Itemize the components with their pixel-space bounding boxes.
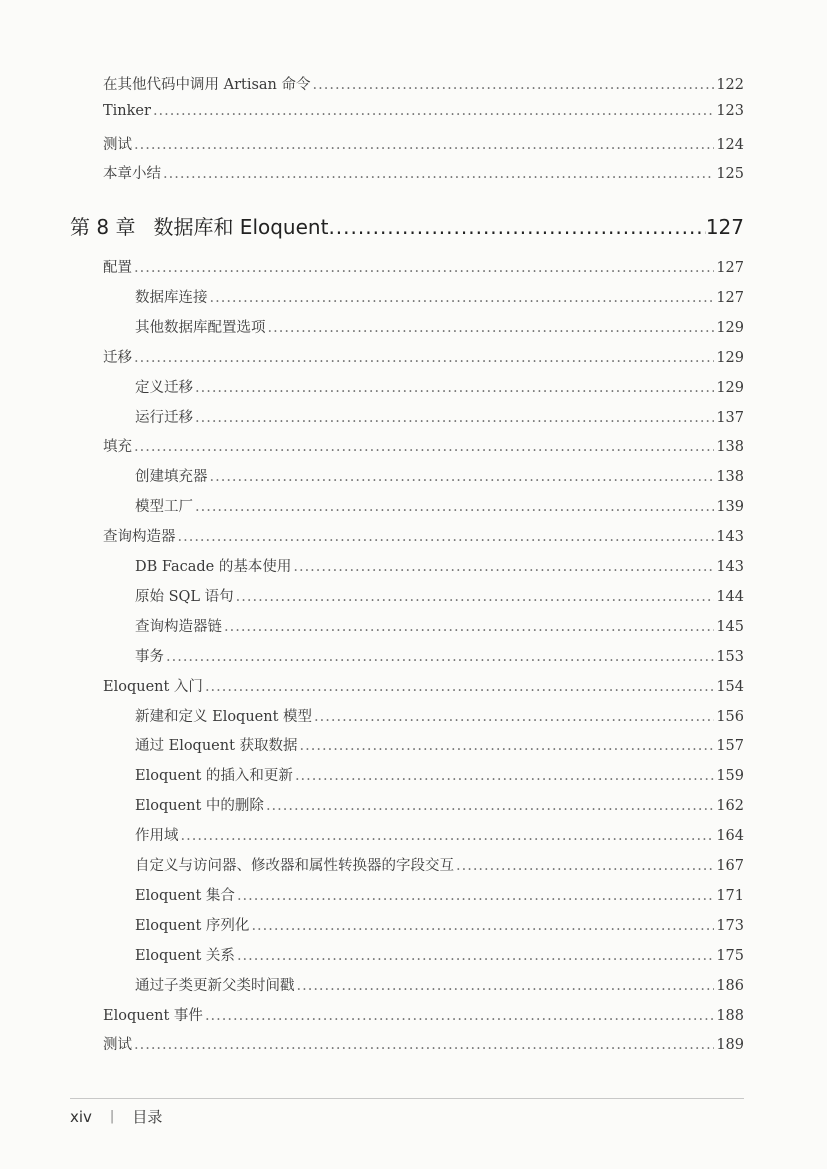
dot-leader	[210, 290, 715, 306]
dot-leader	[266, 798, 714, 814]
toc-entry-label: 原始 SQL 语句	[135, 588, 234, 605]
toc-entry-label: Tinker	[103, 102, 151, 119]
page-footer	[70, 1106, 162, 1127]
toc-entry[interactable]	[103, 435, 744, 457]
toc-entry[interactable]	[103, 1033, 744, 1055]
toc-entry-page: 157	[716, 738, 744, 755]
toc-entry-page: 154	[716, 678, 744, 695]
toc-entry-label: Eloquent 事件	[103, 1007, 203, 1024]
toc-entry-page: 129	[716, 349, 744, 366]
dot-leader	[205, 679, 714, 695]
dot-leader	[295, 768, 714, 784]
dot-leader	[224, 619, 714, 635]
dot-leader	[293, 559, 714, 575]
toc-entry[interactable]	[135, 316, 744, 338]
toc-entry-page: 143	[716, 529, 744, 546]
toc-entry[interactable]	[135, 645, 744, 667]
dot-leader	[297, 978, 715, 994]
toc-entry-label: 在其他代码中调用 Artisan 命令	[103, 77, 311, 93]
toc-entry-page: 123	[716, 102, 744, 119]
toc-entry-page: 156	[716, 708, 744, 725]
dot-leader	[163, 166, 714, 182]
toc-entry-label: 测试	[103, 136, 132, 153]
toc-entry[interactable]	[135, 465, 744, 487]
footer-page-number: xiv	[70, 1107, 92, 1126]
toc-entry-label: Eloquent 入门	[103, 678, 203, 695]
dot-leader	[328, 215, 705, 239]
dot-leader	[134, 1037, 714, 1053]
toc-entry-page: 137	[716, 409, 744, 426]
toc-entry-label: 新建和定义 Eloquent 模型	[135, 708, 313, 725]
toc-entry[interactable]	[135, 824, 744, 846]
toc-entry-label: Eloquent 的插入和更新	[135, 768, 293, 785]
toc-entry[interactable]	[135, 944, 744, 966]
toc-entry[interactable]	[135, 854, 744, 876]
toc-entry-label: 查询构造器链	[135, 618, 222, 635]
toc-entry-page: 159	[716, 768, 744, 785]
toc-entry-label: 测试	[103, 1037, 132, 1054]
dot-leader	[178, 529, 715, 545]
toc-entry-label: 创建填充器	[135, 469, 208, 486]
toc-entry-page: 139	[716, 499, 744, 516]
toc-entry-page: 143	[716, 559, 744, 575]
chapter-number: 第 8 章	[70, 215, 136, 239]
toc-entry[interactable]	[135, 615, 744, 637]
toc-entry-page: 153	[716, 648, 744, 665]
toc-entry-label: 本章小结	[103, 166, 161, 183]
toc-entry[interactable]	[135, 974, 744, 996]
dot-leader	[195, 499, 714, 515]
dot-leader	[300, 738, 715, 754]
toc-entry-page: 124	[716, 136, 744, 153]
dot-leader	[195, 410, 714, 426]
toc-entry-page: 129	[716, 319, 744, 336]
toc-entry-label: 查询构造器	[103, 529, 176, 546]
toc-entry-label: 迁移	[103, 349, 132, 366]
toc-entry[interactable]	[135, 555, 744, 577]
toc-entry-page: 173	[716, 917, 744, 934]
toc-entry-label: Eloquent 集合	[135, 887, 235, 904]
toc-entry[interactable]	[103, 162, 744, 184]
dot-leader	[134, 260, 714, 276]
dot-leader	[134, 137, 714, 153]
toc-entry-label: 通过 Eloquent 获取数据	[135, 738, 298, 755]
toc-entry[interactable]	[103, 346, 744, 368]
footer-section: 目录	[132, 1108, 163, 1126]
toc-entry-page: 162	[716, 798, 744, 815]
toc-entry[interactable]	[135, 495, 744, 517]
toc-entry-label: 模型工厂	[135, 499, 193, 516]
dot-leader	[251, 918, 714, 934]
dot-leader	[456, 858, 714, 874]
dot-leader	[313, 77, 715, 93]
toc-entry[interactable]	[103, 675, 744, 697]
toc-entry[interactable]	[135, 406, 744, 428]
toc-entry[interactable]	[103, 256, 744, 278]
dot-leader	[237, 948, 714, 964]
toc-entry-label: Eloquent 中的删除	[135, 798, 264, 815]
toc-entry-page: 129	[716, 379, 744, 396]
toc-entry[interactable]	[103, 103, 744, 125]
toc-entry-page: 127	[716, 289, 744, 306]
toc-entry-page: 189	[716, 1037, 744, 1054]
footer-separator: |	[109, 1109, 115, 1124]
toc-entry[interactable]	[135, 585, 744, 607]
toc-entry-page: 127	[716, 260, 744, 276]
dot-leader	[153, 103, 714, 119]
dot-leader	[195, 380, 714, 396]
dot-leader	[268, 320, 715, 336]
toc-entry-label: 数据库连接	[135, 289, 208, 306]
toc-entry[interactable]	[135, 764, 744, 786]
chapter-page: 127	[705, 215, 744, 239]
toc-entry[interactable]	[135, 734, 744, 756]
toc-entry-label: DB Facade 的基本使用	[135, 559, 292, 575]
toc-entry-label: 定义迁移	[135, 379, 193, 396]
toc-entry-label: 配置	[103, 260, 132, 276]
toc-entry[interactable]	[135, 884, 744, 906]
toc-entry-page: 138	[716, 469, 744, 486]
toc-entry-page: 171	[716, 887, 744, 904]
toc-entry-page: 164	[716, 828, 744, 845]
dot-leader	[134, 350, 714, 366]
toc-entry-page: 145	[716, 618, 744, 635]
toc-entry[interactable]	[135, 794, 744, 816]
chapter-heading[interactable]	[70, 211, 744, 241]
dot-leader	[181, 828, 715, 844]
toc-entry-page: 188	[716, 1007, 744, 1024]
toc-entry-page: 167	[716, 858, 744, 874]
dot-leader	[166, 649, 714, 665]
toc-entry-page: 186	[716, 977, 744, 994]
toc-entry[interactable]	[103, 525, 744, 547]
toc-entry[interactable]	[103, 73, 744, 95]
toc-entry-label: 自定义与访问器、修改器和属性转换器的字段交互	[135, 858, 454, 874]
toc-entry-label: 填充	[103, 439, 132, 456]
toc-entry[interactable]	[103, 133, 744, 155]
toc-entry-page: 175	[716, 947, 744, 964]
toc-entry[interactable]	[135, 914, 744, 936]
toc-entry-label: 作用域	[135, 828, 179, 845]
toc-entry-label: 事务	[135, 648, 164, 665]
toc-entry[interactable]	[135, 286, 744, 308]
dot-leader	[210, 469, 715, 485]
dot-leader	[236, 589, 715, 605]
toc-entry-page: 125	[716, 166, 744, 183]
toc-entry-label: Eloquent 关系	[135, 947, 235, 964]
footer-rule	[70, 1098, 744, 1099]
toc-entry-page: 122	[716, 77, 744, 93]
toc-entry-label: 其他数据库配置选项	[135, 319, 266, 336]
toc-entry-label: 通过子类更新父类时间戳	[135, 977, 295, 994]
toc-entry-page: 138	[716, 439, 744, 456]
toc-entry-label: 运行迁移	[135, 409, 193, 426]
dot-leader	[205, 1008, 714, 1024]
dot-leader	[237, 888, 714, 904]
toc-entry[interactable]	[135, 705, 744, 727]
toc-entry[interactable]	[103, 1004, 744, 1026]
dot-leader	[314, 709, 714, 725]
toc-entry-label: Eloquent 序列化	[135, 917, 250, 934]
chapter-title: 数据库和 Eloquent	[153, 215, 329, 239]
dot-leader	[134, 439, 714, 455]
toc-entry-page: 144	[716, 588, 744, 605]
toc-entry[interactable]	[135, 376, 744, 398]
